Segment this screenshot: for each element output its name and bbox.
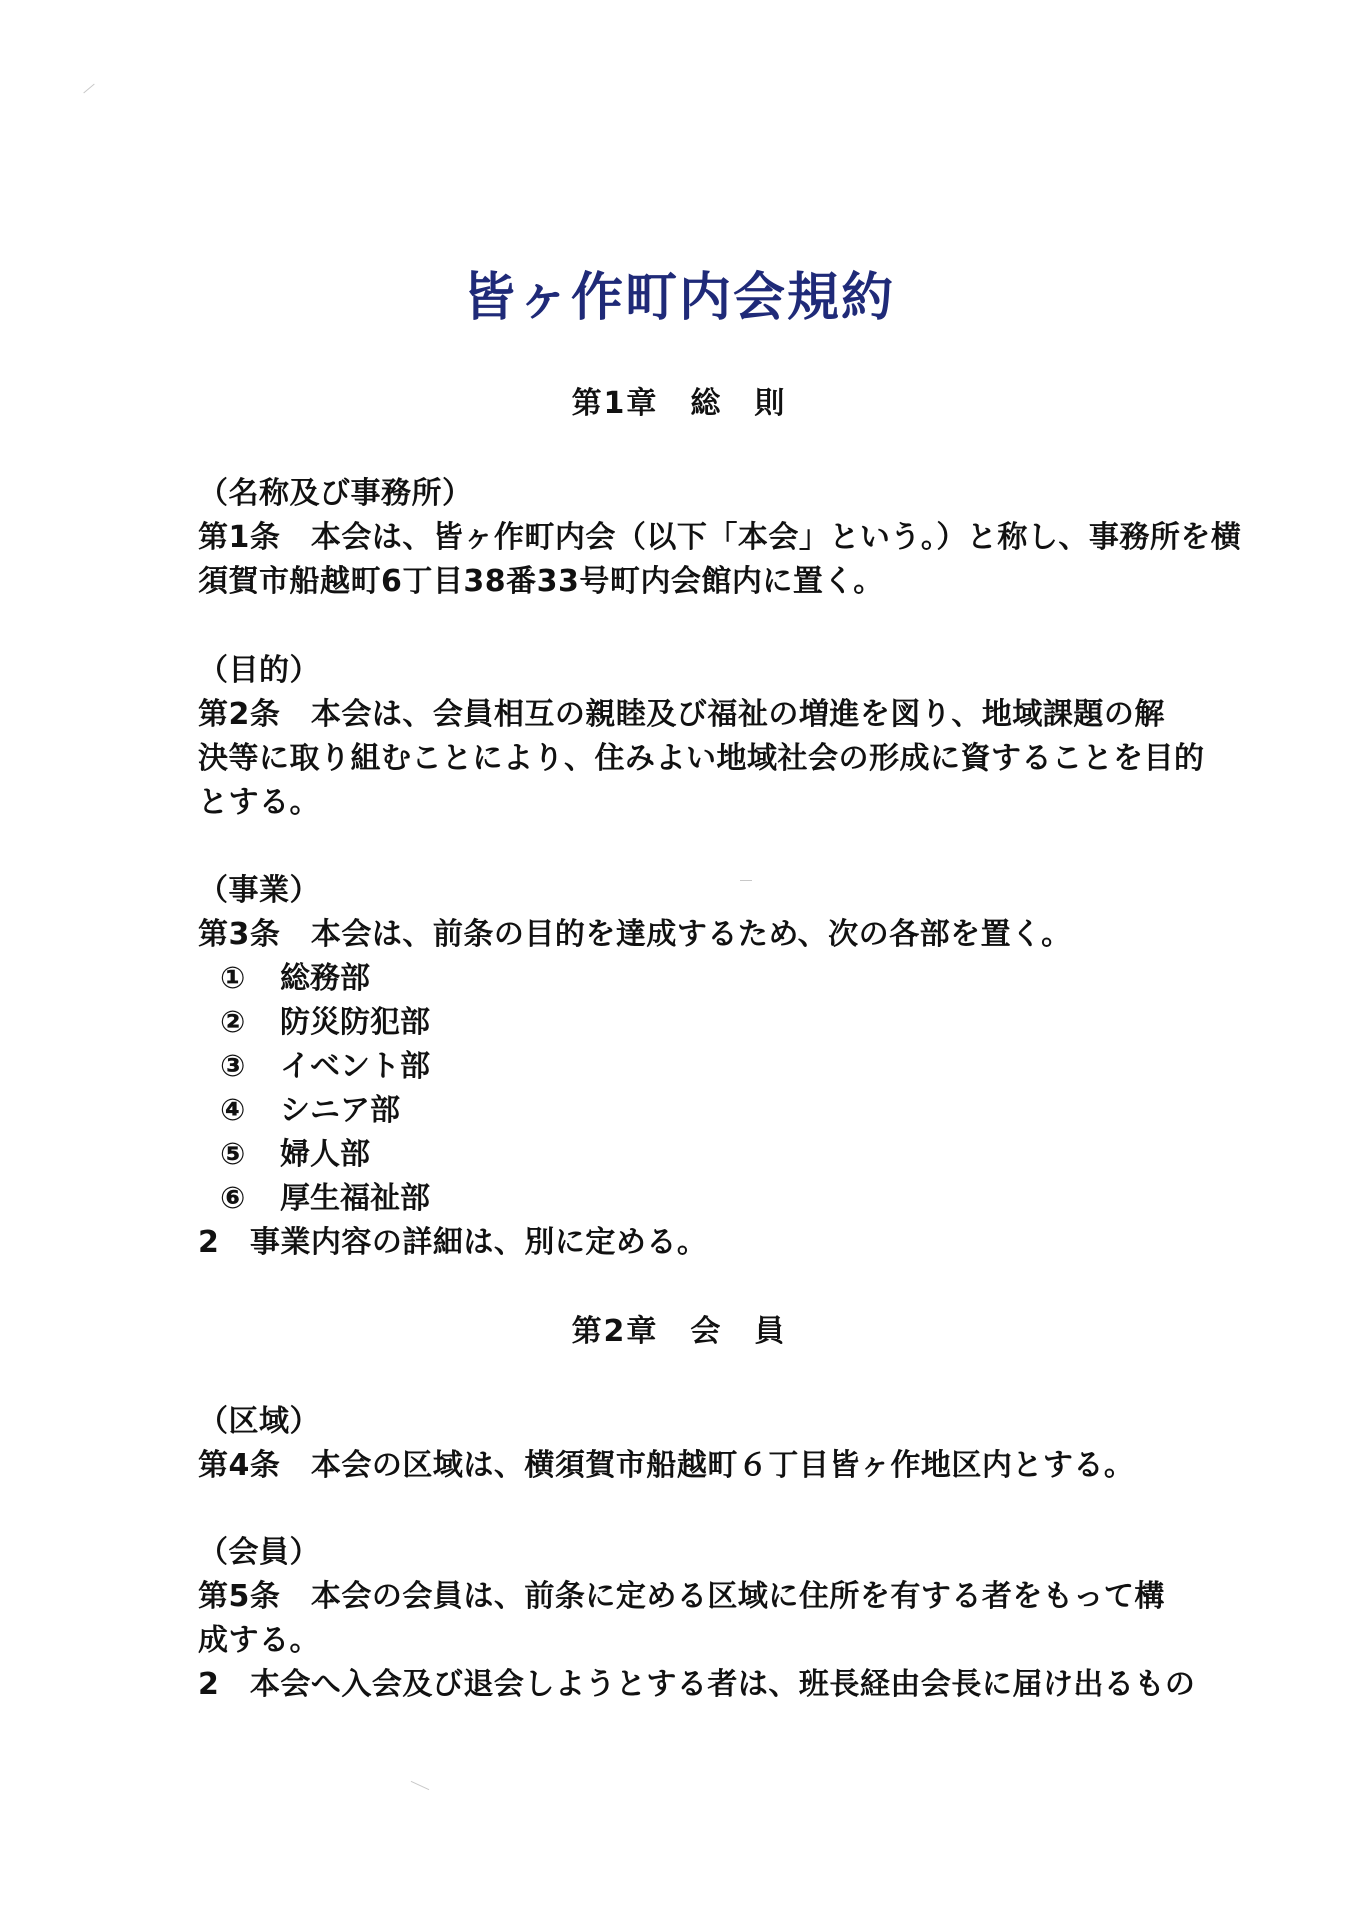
article-4-heading: （区域） xyxy=(198,1404,320,1439)
department-item xyxy=(220,1129,370,1173)
scan-speck xyxy=(83,84,94,94)
item-number: ② xyxy=(220,1005,246,1040)
item-label: シニア部 xyxy=(280,1093,400,1128)
department-item xyxy=(220,1173,430,1217)
article-3-line-1: 第3条 本会は、前条の目的を達成するため、次の各部を置く。 xyxy=(198,917,1072,952)
article-5-paragraph-2: 2 本会へ入会及び退会しようとする者は、班長経由会長に届け出るもの xyxy=(198,1667,1196,1702)
article-3-heading: （事業） xyxy=(198,873,320,908)
document-title: 皆ヶ作町内会規約 xyxy=(462,268,895,328)
item-number: ⑥ xyxy=(220,1181,246,1216)
chapter-2-heading: 第2章 会 員 xyxy=(571,1314,787,1349)
item-label: 厚生福祉部 xyxy=(280,1181,430,1216)
scan-speck xyxy=(740,880,752,881)
item-label: 総務部 xyxy=(280,961,370,996)
article-1-heading: （名称及び事務所） xyxy=(198,476,473,511)
item-label: 婦人部 xyxy=(280,1137,370,1172)
article-2-line-3: とする。 xyxy=(198,785,320,820)
article-5-line-1: 第5条 本会の会員は、前条に定める区域に住所を有する者をもって構 xyxy=(198,1579,1165,1614)
item-label: 防災防犯部 xyxy=(280,1005,430,1040)
department-item xyxy=(220,1041,430,1085)
scan-speck xyxy=(411,1781,430,1790)
chapter-1-heading: 第1章 総 則 xyxy=(571,386,787,421)
department-item xyxy=(220,953,370,997)
department-item xyxy=(220,997,430,1041)
item-number: ① xyxy=(220,961,246,996)
item-number: ④ xyxy=(220,1093,246,1128)
article-5-line-2: 成する。 xyxy=(198,1623,320,1658)
article-1-line-1: 第1条 本会は、皆ヶ作町内会（以下「本会」という。）と称し、事務所を横 xyxy=(198,520,1242,555)
article-2-heading: （目的） xyxy=(198,653,320,688)
article-2-line-1: 第2条 本会は、会員相互の親睦及び福祉の増進を図り、地域課題の解 xyxy=(198,697,1165,732)
item-number: ⑤ xyxy=(220,1137,246,1172)
article-2-line-2: 決等に取り組むことにより、住みよい地域社会の形成に資することを目的 xyxy=(198,741,1205,776)
article-1-line-2: 須賀市船越町6丁目38番33号町内会館内に置く。 xyxy=(198,564,884,599)
article-4-line-1: 第4条 本会の区域は、横須賀市船越町６丁目皆ヶ作地区内とする。 xyxy=(198,1448,1135,1483)
item-number: ③ xyxy=(220,1049,246,1084)
item-label: イベント部 xyxy=(280,1049,430,1084)
department-item xyxy=(220,1085,400,1129)
article-3-paragraph-2: 2 事業内容の詳細は、別に定める。 xyxy=(198,1225,708,1260)
article-5-heading: （会員） xyxy=(198,1535,320,1570)
